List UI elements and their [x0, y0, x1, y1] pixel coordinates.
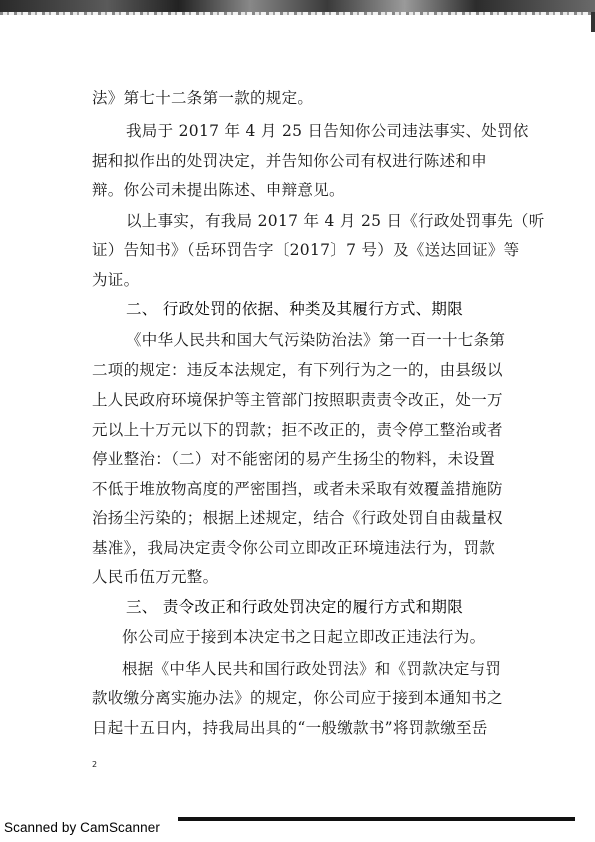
scan-right-edge-mark	[591, 12, 595, 32]
paragraph-line: 元以上十万元以下的罚款；拒不改正的，责令停工整治或者	[92, 421, 503, 439]
section-heading: 二、 行政处罚的依据、种类及其履行方式、期限	[126, 300, 464, 318]
scan-bottom-edge	[178, 817, 575, 821]
paragraph-line: 辩。你公司未提出陈述、申辩意见。	[92, 181, 345, 199]
page-number: 2	[92, 760, 98, 769]
paragraph-line: 不低于堆放物高度的严密围挡，或者未采取有效覆盖措施防	[92, 480, 503, 498]
paragraph-line: 基准》，我局决定责令你公司立即改正环境违法行为，罚款	[92, 539, 496, 557]
scan-top-edge	[0, 0, 595, 12]
section-heading: 三、 责令改正和行政处罚决定的履行方式和期限	[126, 598, 464, 616]
paragraph-line: 以上事实，有我局 2017 年 4 月 25 日《行政处罚事先（听	[126, 212, 545, 230]
paragraph-line: 停业整治：（二）对不能密闭的易产生扬尘的物料，未设置	[92, 450, 496, 468]
paragraph-line: 《中华人民共和国大气污染防治法》第一百一十七条第	[126, 331, 506, 349]
paragraph-line: 上人民政府环境保护等主管部门按照职责责令改正，处一万	[92, 391, 503, 409]
paragraph-line: 日起十五日内，持我局出具的“一般缴款书”将罚款缴至岳	[92, 719, 488, 737]
paragraph-line: 你公司应于接到本决定书之日起立即改正违法行为。	[122, 628, 486, 646]
paragraph-line: 款收缴分离实施办法》的规定，你公司应于接到本通知书之	[92, 689, 503, 707]
paragraph-line: 据和拟作出的处罚决定，并告知你公司有权进行陈述和申	[92, 152, 488, 170]
paragraph-line: 为证。	[92, 271, 140, 289]
paragraph-line: 我局于 2017 年 4 月 25 日告知你公司违法事实、处罚依	[126, 122, 529, 140]
camscanner-watermark: Scanned by CamScanner	[4, 820, 160, 835]
paragraph-line: 二项的规定：违反本法规定，有下列行为之一的，由县级以	[92, 361, 503, 379]
paragraph-line: 人民币伍万元整。	[92, 568, 219, 586]
paragraph-line: 根据《中华人民共和国行政处罚法》和《罚款决定与罚	[122, 660, 502, 678]
paragraph-line: 治扬尘污染的；根据上述规定，结合《行政处罚自由裁量权	[92, 509, 503, 527]
paragraph-line: 证）告知书》（岳环罚告字〔2017〕7 号）及《送达回证》等	[92, 241, 520, 259]
paragraph-line: 法》第七十二条第一款的规定。	[92, 89, 314, 107]
